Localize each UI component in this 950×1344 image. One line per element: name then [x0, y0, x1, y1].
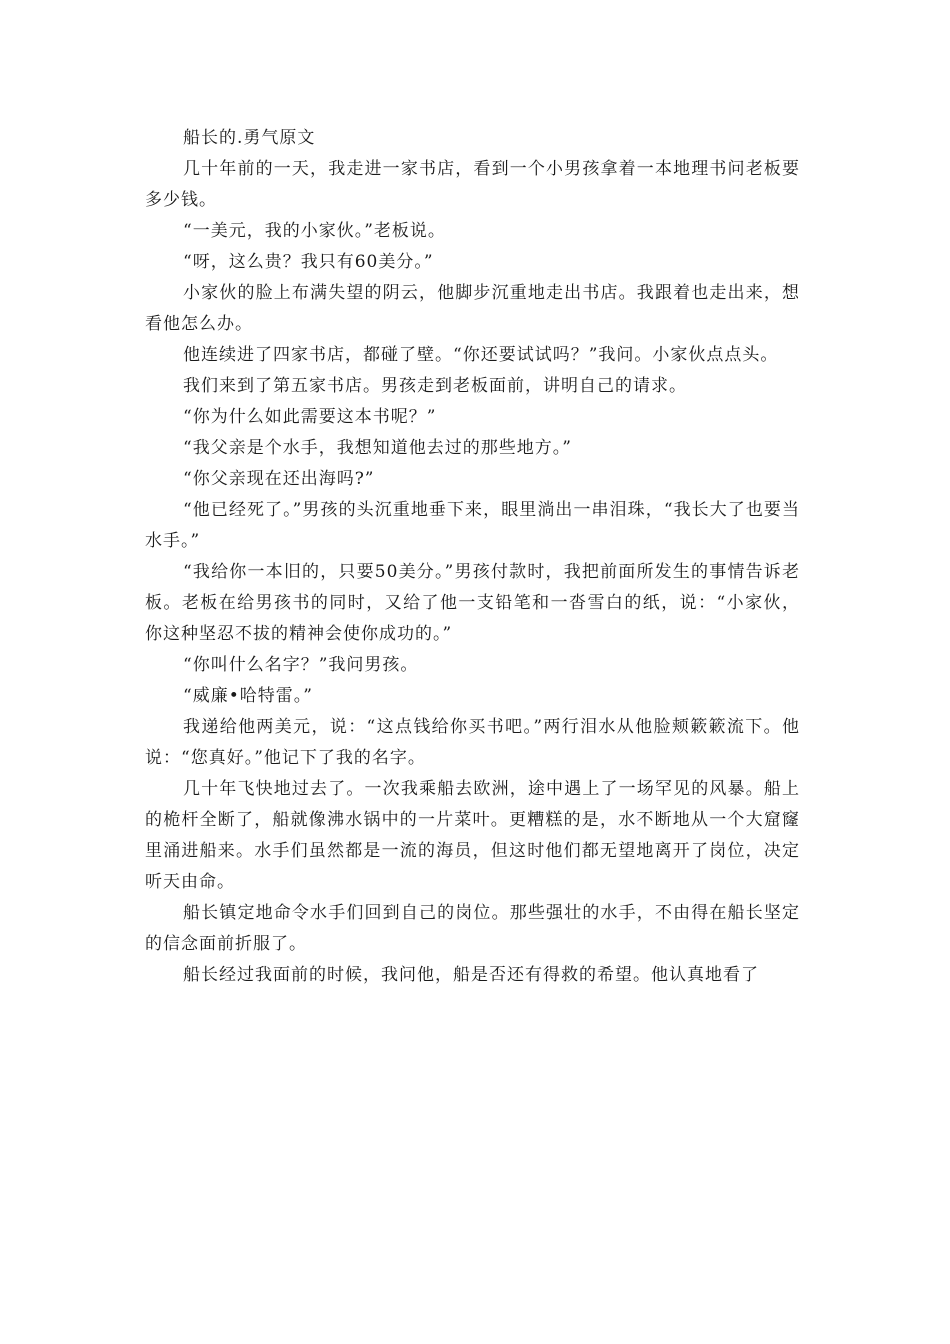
paragraph: 几十年飞快地过去了。一次我乘船去欧洲，途中遇上了一场罕见的风暴。船上的桅杆全断了，船就像沸水锅中的一片菜叶。更糟糕的是，水不断地从一个大窟窿里涌进船来。水手们虽然都是一流的海员，但这时他们都无望地离开了岗位，决定听天由命。 — [145, 779, 800, 892]
paragraph: 他连续进了四家书店，都碰了壁。“你还要试试吗？”我问。小家伙点点头。 — [183, 345, 779, 365]
paragraph: 小家伙的脸上布满失望的阴云，他脚步沉重地走出书店。我跟着也走出来，想看他怎么办。 — [145, 283, 800, 334]
paragraph: 船长经过我面前的时候，我问他，船是否还有得救的希望。他认真地看了 — [183, 965, 759, 985]
article-body — [145, 123, 800, 991]
paragraph: 船长镇定地命令水手们回到自己的岗位。那些强壮的水手，不由得在船长坚定的信念面前折服了。 — [145, 903, 800, 954]
paragraph: “他已经死了。”男孩的头沉重地垂下来，眼里淌出一串泪珠，“我长大了也要当水手。” — [145, 500, 800, 551]
paragraph: 几十年前的一天，我走进一家书店，看到一个小男孩拿着一本地理书问老板要多少钱。 — [145, 159, 800, 210]
paragraph: “我给你一本旧的，只要50美分。”男孩付款时，我把前面所发生的事情告诉老板。老板在给男孩书的同时，又给了他一支铅笔和一沓雪白的纸，说：“小家伙，你这种坚忍不拔的精神会使你成功的。” — [145, 562, 800, 644]
paragraph: “我父亲是个水手，我想知道他去过的那些地方。” — [183, 438, 572, 458]
paragraph: “你父亲现在还出海吗?” — [183, 469, 375, 489]
article-title: 船长的.勇气原文 — [183, 128, 316, 148]
paragraph: 我递给他两美元，说：“这点钱给你买书吧。”两行泪水从他脸颊簌簌流下。他说：“您真好。”他记下了我的名字。 — [145, 717, 800, 768]
paragraph: “威廉•哈特雷。” — [183, 686, 313, 706]
paragraph: “你为什么如此需要这本书呢？” — [183, 407, 437, 427]
paragraph: “呀，这么贵？我只有60美分。” — [183, 252, 434, 272]
paragraph: “一美元，我的小家伙。”老板说。 — [183, 221, 446, 241]
paragraph: “你叫什么名字？”我问男孩。 — [183, 655, 419, 675]
paragraph: 我们来到了第五家书店。男孩走到老板面前，讲明自己的请求。 — [183, 376, 687, 396]
